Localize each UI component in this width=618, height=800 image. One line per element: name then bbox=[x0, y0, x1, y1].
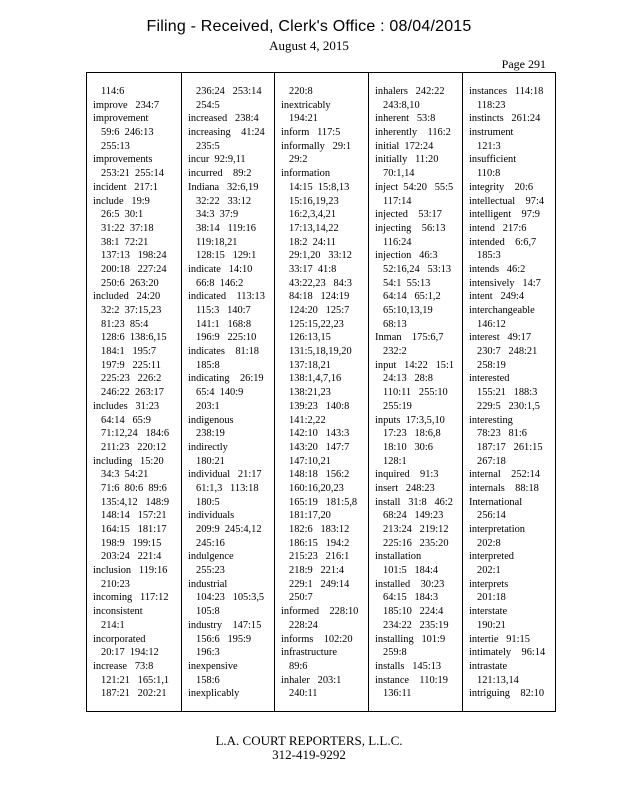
index-reference-line: 118:23 bbox=[477, 99, 506, 111]
index-reference-line: 229:5 230:1,5 bbox=[477, 400, 540, 412]
index-entry-line: indicating 26:19 bbox=[188, 373, 264, 385]
index-entry-line: injecting 56:13 bbox=[375, 222, 446, 234]
index-entry-line: inherent 53:8 bbox=[375, 113, 436, 125]
index-reference-line: 235:5 bbox=[196, 140, 220, 152]
index-reference-line: 245:16 bbox=[196, 537, 225, 549]
index-reference-line: 148:14 157:21 bbox=[101, 510, 167, 522]
index-reference-line: 38:1 72:21 bbox=[101, 236, 149, 248]
index-reference-line: 32:2 37:15,23 bbox=[101, 305, 162, 316]
index-reference-line: 214:1 bbox=[101, 619, 125, 631]
index-entry-line: interchangeable bbox=[469, 305, 535, 316]
index-reference-line: 81:23 85:4 bbox=[101, 318, 149, 330]
index-reference-line: 64:14 65:9 bbox=[101, 414, 151, 426]
index-reference-line: 196:9 225:10 bbox=[196, 332, 257, 344]
index-reference-line: 64:15 184:3 bbox=[383, 592, 439, 604]
index-entry-line: improvement bbox=[93, 113, 149, 125]
index-reference-line: 180:5 bbox=[196, 496, 220, 508]
index-reference-line: 33:17 41:8 bbox=[289, 263, 337, 275]
index-reference-line: 31:22 37:18 bbox=[101, 222, 154, 234]
index-reference-line: 225:23 226:2 bbox=[101, 373, 162, 385]
index-reference-line: 68:24 149:23 bbox=[383, 510, 444, 522]
index-entry-line: inexplicably bbox=[188, 688, 240, 700]
index-reference-line: 158:6 bbox=[196, 674, 220, 686]
index-reference-line: 26:5 30:1 bbox=[101, 209, 144, 221]
index-reference-line: 185:10 224:4 bbox=[383, 606, 444, 618]
index-reference-line: 203:24 221:4 bbox=[101, 551, 162, 563]
index-reference-line: 184:1 195:7 bbox=[101, 346, 157, 358]
index-reference-line: 253:21 255:14 bbox=[101, 168, 164, 180]
index-entry-line: interstate bbox=[469, 606, 508, 618]
index-reference-line: 128:6 138:6,15 bbox=[101, 332, 167, 344]
index-reference-line: 110:11 255:10 bbox=[383, 387, 448, 399]
index-reference-line: 54:1 55:13 bbox=[383, 277, 431, 289]
index-entry-line: installs 145:13 bbox=[375, 660, 442, 672]
index-reference-line: 138:1,4,7,16 bbox=[289, 373, 342, 385]
index-reference-line: 238:19 bbox=[196, 428, 225, 440]
index-entry-line: intimately 96:14 bbox=[469, 647, 546, 659]
index-reference-line: 119:18,21 bbox=[196, 236, 238, 248]
page-number: Page 291 bbox=[501, 57, 546, 71]
index-reference-line: 218:9 221:4 bbox=[289, 565, 345, 577]
index-reference-line: 17:23 18:6,8 bbox=[383, 428, 441, 440]
index-entry-line: inhalers 242:22 bbox=[375, 86, 445, 97]
index-reference-line: 181:17,20 bbox=[289, 510, 331, 522]
reporter-company: L.A. COURT REPORTERS, L.L.C. bbox=[215, 733, 403, 748]
index-entry-line: install 31:8 46:2 bbox=[375, 496, 453, 508]
index-entry-line: interesting bbox=[469, 414, 513, 426]
index-entry-line: inclusion 119:16 bbox=[93, 565, 168, 577]
index-reference-line: 213:24 219:12 bbox=[383, 524, 449, 535]
index-reference-line: 14:15 15:8,13 bbox=[289, 181, 350, 193]
index-entry-line: indulgence bbox=[188, 551, 234, 563]
index-entry-line: instances 114:18 bbox=[469, 86, 544, 97]
index-entry-line: Inman 175:6,7 bbox=[375, 332, 444, 344]
index-reference-line: 142:10 143:3 bbox=[289, 428, 350, 440]
index-reference-line: 234:22 235:19 bbox=[383, 619, 449, 631]
index-entry-line: intertie 91:15 bbox=[469, 633, 530, 645]
index-reference-line: 24:13 28:8 bbox=[383, 373, 433, 385]
index-reference-line: 115:3 140:7 bbox=[196, 305, 251, 316]
document-date: August 4, 2015 bbox=[269, 38, 349, 53]
index-reference-line: 65:10,13,19 bbox=[383, 305, 433, 316]
index-reference-line: 29:2 bbox=[289, 154, 308, 166]
index-reference-line: 70:1,14 bbox=[383, 168, 415, 180]
index-reference-line: 185:8 bbox=[196, 359, 220, 371]
index-reference-line: 200:18 227:24 bbox=[101, 263, 167, 275]
index-entry-line: installation bbox=[375, 551, 422, 563]
index-reference-line: 43:22,23 84:3 bbox=[289, 277, 352, 289]
index-reference-line: 128:15 129:1 bbox=[196, 250, 257, 262]
index-reference-line: 125:15,22,23 bbox=[289, 318, 344, 330]
index-reference-line: 16:2,3,4,21 bbox=[289, 209, 337, 221]
index-reference-line: 246:22 263:17 bbox=[101, 387, 164, 399]
index-reference-line: 165:19 181:5,8 bbox=[289, 496, 358, 508]
index-reference-line: 210:23 bbox=[101, 578, 130, 590]
index-reference-line: 194:21 bbox=[289, 113, 318, 125]
index-entry-line: internal 252:14 bbox=[469, 469, 540, 481]
index-reference-line: 29:1,20 33:12 bbox=[289, 250, 352, 262]
index-entry-line: information bbox=[281, 168, 331, 180]
index-reference-line: 64:14 65:1,2 bbox=[383, 291, 441, 303]
index-entry-line: International bbox=[469, 496, 523, 508]
index-reference-line: 197:9 225:11 bbox=[101, 359, 161, 371]
index-reference-line: 105:8 bbox=[196, 606, 220, 618]
index-reference-line: 121:21 165:1,1 bbox=[101, 674, 170, 686]
index-reference-line: 164:15 181:17 bbox=[101, 524, 167, 535]
index-entry-line: intrastate bbox=[469, 660, 508, 672]
index-reference-line: 121:3 bbox=[477, 140, 501, 152]
index-reference-line: 34:3 37:9 bbox=[196, 209, 239, 221]
index-reference-line: 110:8 bbox=[477, 168, 501, 180]
index-reference-line: 225:16 235:20 bbox=[383, 537, 449, 549]
index-entry-line: internals 88:18 bbox=[469, 482, 539, 494]
index-reference-line: 136:11 bbox=[383, 688, 412, 700]
index-reference-line: 155:21 188:3 bbox=[477, 387, 538, 399]
index-entry-line: inherently 116:2 bbox=[375, 127, 451, 139]
index-entry-line: insert 248:23 bbox=[375, 482, 435, 494]
index-entry-line: instrument bbox=[469, 127, 514, 139]
index-entry-line: injected 53:17 bbox=[375, 209, 442, 221]
index-column-2 bbox=[181, 73, 274, 711]
index-reference-line: 34:3 54:21 bbox=[101, 469, 149, 481]
index-reference-line: 254:5 bbox=[196, 99, 220, 111]
index-reference-line: 18:10 30:6 bbox=[383, 441, 433, 453]
index-reference-line: 137:13 198:24 bbox=[101, 250, 167, 262]
index-reference-line: 256:14 bbox=[477, 510, 506, 522]
index-entry-line: includes 31:23 bbox=[93, 400, 160, 412]
index-entry-line: increased 238:4 bbox=[188, 113, 259, 125]
index-entry-line: informally 29:1 bbox=[281, 140, 352, 152]
index-entry-line: indigenous bbox=[188, 414, 234, 426]
index-reference-line: 59:6 246:13 bbox=[101, 127, 154, 139]
index-entry-line: interpreted bbox=[469, 551, 515, 563]
index-entry-line: included 24:20 bbox=[93, 291, 161, 303]
index-reference-line: 187:17 261:15 bbox=[477, 441, 543, 453]
index-reference-line: 65:4 140:9 bbox=[196, 387, 244, 399]
index-entry-line: interprets bbox=[469, 578, 509, 590]
index-reference-line: 201:18 bbox=[477, 592, 506, 604]
index-entry-line: indicates 81:18 bbox=[188, 346, 259, 358]
index-entry-line: injection 46:3 bbox=[375, 250, 438, 262]
index-entry-line: individuals bbox=[188, 510, 235, 522]
index-entry-line: incurred 89:2 bbox=[188, 168, 252, 180]
index-entry-line: indicated 113:13 bbox=[188, 291, 265, 303]
index-entry-line: instance 110:19 bbox=[375, 674, 448, 686]
index-reference-line: 209:9 245:4,12 bbox=[196, 524, 262, 535]
index-reference-line: 186:15 194:2 bbox=[289, 537, 350, 549]
index-reference-line: 121:13,14 bbox=[477, 674, 519, 686]
index-reference-line: 255:13 bbox=[101, 140, 130, 152]
index-entry-line: individual 21:17 bbox=[188, 469, 262, 481]
index-reference-line: 215:23 216:1 bbox=[289, 551, 350, 563]
index-reference-line: 147:10,21 bbox=[289, 455, 331, 467]
index-reference-line: 117:14 bbox=[383, 195, 412, 207]
index-reference-line: 15:16,19,23 bbox=[289, 195, 339, 207]
index-entry-line: interested bbox=[469, 373, 510, 385]
index-reference-line: 185:3 bbox=[477, 250, 501, 262]
index-entry-line: insufficient bbox=[469, 154, 517, 166]
index-entry-line: incident 217:1 bbox=[93, 181, 158, 193]
index-reference-line: 89:6 bbox=[289, 660, 308, 672]
index-reference-line: 78:23 81:6 bbox=[477, 428, 527, 440]
index-reference-line: 243:8,10 bbox=[383, 99, 420, 111]
index-reference-line: 230:7 248:21 bbox=[477, 346, 538, 358]
index-entry-line: integrity 20:6 bbox=[469, 181, 534, 193]
index-reference-line: 236:24 253:14 bbox=[196, 86, 262, 97]
index-entry-line: interest 49:17 bbox=[469, 332, 532, 344]
index-reference-line: 202:1 bbox=[477, 565, 501, 577]
index-reference-line: 131:5,18,19,20 bbox=[289, 346, 352, 358]
index-reference-line: 71:12,24 184:6 bbox=[101, 428, 170, 440]
index-reference-line: 138:21,23 bbox=[289, 387, 331, 399]
index-reference-line: 180:21 bbox=[196, 455, 225, 467]
index-reference-line: 148:18 156:2 bbox=[289, 469, 350, 481]
index-column-4 bbox=[368, 73, 462, 711]
index-entry-line: improve 234:7 bbox=[93, 99, 160, 111]
index-entry-line: indirectly bbox=[188, 441, 228, 453]
index-reference-line: 141:2,22 bbox=[289, 414, 326, 426]
index-reference-line: 255:19 bbox=[383, 400, 412, 412]
index-reference-line: 187:21 202:21 bbox=[101, 688, 167, 700]
index-reference-line: 126:13,15 bbox=[289, 332, 331, 344]
index-entry-line: inhaler 203:1 bbox=[281, 674, 342, 686]
index-reference-line: 68:13 bbox=[383, 318, 407, 330]
index-column-5 bbox=[462, 73, 557, 711]
index-reference-line: 232:2 bbox=[383, 346, 407, 358]
index-entry-line: incorporated bbox=[93, 633, 146, 645]
index-reference-line: 141:1 168:8 bbox=[196, 318, 252, 330]
index-reference-line: 66:8 146:2 bbox=[196, 277, 244, 289]
index-reference-line: 258:19 bbox=[477, 359, 506, 371]
index-reference-line: 255:23 bbox=[196, 565, 225, 577]
index-reference-line: 267:18 bbox=[477, 455, 506, 467]
index-reference-line: 20:17 194:12 bbox=[101, 647, 159, 659]
index-entry-line: initial 172:24 bbox=[375, 140, 434, 152]
index-reference-line: 202:8 bbox=[477, 537, 501, 549]
index-reference-line: 146:12 bbox=[477, 318, 506, 330]
index-reference-line: 259:8 bbox=[383, 647, 407, 659]
index-entry-line: inexpensive bbox=[188, 660, 238, 672]
index-entry-line: inputs 17:3,5,10 bbox=[375, 414, 445, 426]
index-reference-line: 190:21 bbox=[477, 619, 506, 631]
index-reference-line: 71:6 80:6 89:6 bbox=[101, 482, 167, 494]
index-entry-line: intriguing 82:10 bbox=[469, 688, 545, 700]
index-reference-line: 61:1,3 113:18 bbox=[196, 482, 259, 494]
index-entry-line: inject 54:20 55:5 bbox=[375, 181, 454, 193]
index-reference-line: 160:16,20,23 bbox=[289, 482, 344, 494]
index-entry-line: interpretation bbox=[469, 524, 525, 535]
index-reference-line: 52:16,24 53:13 bbox=[383, 263, 452, 275]
index-reference-line: 18:2 24:11 bbox=[289, 236, 336, 248]
index-entry-line: intent 249:4 bbox=[469, 291, 525, 303]
index-reference-line: 143:20 147:7 bbox=[289, 441, 350, 453]
index-entry-line: inextricably bbox=[281, 99, 331, 111]
index-entry-line: intends 46:2 bbox=[469, 263, 526, 275]
index-entry-line: informs 102:20 bbox=[281, 633, 353, 645]
index-entry-line: industrial bbox=[188, 578, 228, 590]
index-reference-line: 128:1 bbox=[383, 455, 407, 467]
index-reference-line: 116:24 bbox=[383, 236, 412, 248]
index-entry-line: intend 217:6 bbox=[469, 222, 527, 234]
index-column-1 bbox=[87, 73, 181, 711]
index-entry-line: intelligent 97:9 bbox=[469, 209, 540, 221]
index-reference-line: 240:11 bbox=[289, 688, 318, 700]
index-entry-line: input 14:22 15:1 bbox=[375, 359, 455, 371]
index-entry-line: inform 117:5 bbox=[281, 127, 341, 139]
index-reference-line: 250:7 bbox=[289, 592, 313, 604]
index-reference-line: 114:6 bbox=[101, 86, 125, 97]
index-reference-line: 196:3 bbox=[196, 647, 220, 659]
index-entry-line: industry 147:15 bbox=[188, 619, 262, 631]
filing-stamp: Filing - Received, Clerk's Office : 08/04/2015 bbox=[146, 18, 472, 35]
index-entry-line: include 19:9 bbox=[93, 195, 150, 207]
index-reference-line: 38:14 119:16 bbox=[196, 222, 256, 234]
index-reference-line: 250:6 263:20 bbox=[101, 277, 159, 289]
index-reference-line: 220:8 bbox=[289, 86, 313, 97]
index-entry-line: initially 11:20 bbox=[375, 154, 439, 166]
index-entry-line: improvements bbox=[93, 154, 153, 166]
index-entry-line: incur 92:9,11 bbox=[188, 154, 246, 166]
index-entry-line: instincts 261:24 bbox=[469, 113, 541, 125]
index-entry-line: intellectual 97:4 bbox=[469, 195, 545, 207]
index-entry-line: intensively 14:7 bbox=[469, 277, 541, 289]
index-column-3 bbox=[274, 73, 368, 711]
index-entry-line: including 15:20 bbox=[93, 455, 164, 467]
index-entry-line: indicate 14:10 bbox=[188, 263, 253, 275]
index-entry-line: installed 30:23 bbox=[375, 578, 445, 590]
index-reference-line: 101:5 184:4 bbox=[383, 565, 439, 577]
index-reference-line: 104:23 105:3,5 bbox=[196, 592, 265, 604]
index-reference-line: 198:9 199:15 bbox=[101, 537, 162, 549]
index-entry-line: informed 228:10 bbox=[281, 606, 359, 618]
index-reference-line: 84:18 124:19 bbox=[289, 291, 350, 303]
index-entry-line: increase 73:8 bbox=[93, 660, 154, 672]
index-entry-line: inconsistent bbox=[93, 606, 143, 618]
index-entry-line: infrastructure bbox=[281, 647, 337, 659]
reporter-phone: 312-419-9292 bbox=[272, 747, 346, 762]
index-entry-line: installing 101:9 bbox=[375, 633, 446, 645]
index-reference-line: 211:23 220:12 bbox=[101, 441, 167, 453]
index-reference-line: 139:23 140:8 bbox=[289, 400, 350, 412]
index-reference-line: 135:4,12 148:9 bbox=[101, 496, 170, 508]
index-entry-line: incoming 117:12 bbox=[93, 592, 169, 604]
index-reference-line: 32:22 33:12 bbox=[196, 195, 252, 207]
index-reference-line: 17:13,14,22 bbox=[289, 222, 339, 234]
index-entry-line: Indiana 32:6,19 bbox=[188, 181, 259, 193]
index-entry-line: intended 6:6,7 bbox=[469, 236, 537, 248]
index-entry-line: inquired 91:3 bbox=[375, 469, 439, 481]
index-reference-line: 203:1 bbox=[196, 400, 220, 412]
index-reference-line: 124:20 125:7 bbox=[289, 305, 350, 316]
index-reference-line: 228:24 bbox=[289, 619, 318, 631]
index-reference-line: 156:6 195:9 bbox=[196, 633, 252, 645]
word-index-table bbox=[86, 72, 556, 712]
index-reference-line: 229:1 249:14 bbox=[289, 578, 350, 590]
index-reference-line: 137:18,21 bbox=[289, 359, 331, 371]
index-reference-line: 182:6 183:12 bbox=[289, 524, 350, 535]
index-entry-line: increasing 41:24 bbox=[188, 127, 265, 139]
